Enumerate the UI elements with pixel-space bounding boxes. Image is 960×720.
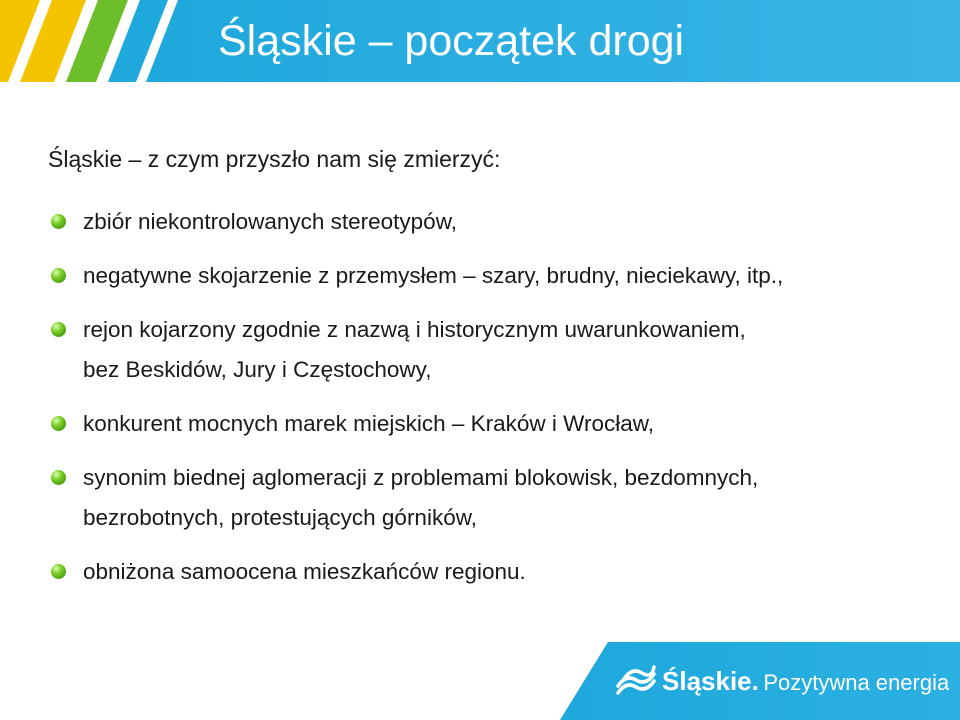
bullet-list <box>48 202 938 592</box>
brand-name: Śląskie. <box>662 666 759 696</box>
green-bullet-icon <box>51 268 66 283</box>
intro-text: Śląskie – z czym przyszło nam się zmierzyć: <box>48 146 501 172</box>
green-bullet-icon <box>51 564 66 579</box>
slide-title: Śląskie – początek drogi <box>218 17 685 65</box>
footer-logo-text <box>662 666 949 697</box>
green-bullet-icon <box>51 470 66 485</box>
list-item: obniżona samoocena mieszkańców regionu. <box>48 552 938 592</box>
wave-logo-icon <box>616 662 656 702</box>
slide-header <box>0 0 960 82</box>
list-item: negatywne skojarzenie z przemysłem – szary, brudny, nieciekawy, itp., <box>48 256 938 296</box>
green-bullet-icon <box>51 416 66 431</box>
green-bullet-icon <box>51 214 66 229</box>
brand-slogan: Pozytywna energia <box>763 670 950 695</box>
green-bullet-icon <box>51 322 66 337</box>
list-item: synonim biednej aglomeracji z problemami blokowisk, bezdomnych, bezrobotnych, protestujących górników, <box>48 458 938 538</box>
list-item: konkurent mocnych marek miejskich – Kraków i Wrocław, <box>48 404 938 444</box>
list-item: zbiór niekontrolowanych stereotypów, <box>48 202 938 242</box>
list-item: rejon kojarzony zgodnie z nazwą i historycznym uwarunkowaniem, bez Beskidów, Jury i Częstochowy, <box>48 310 938 390</box>
